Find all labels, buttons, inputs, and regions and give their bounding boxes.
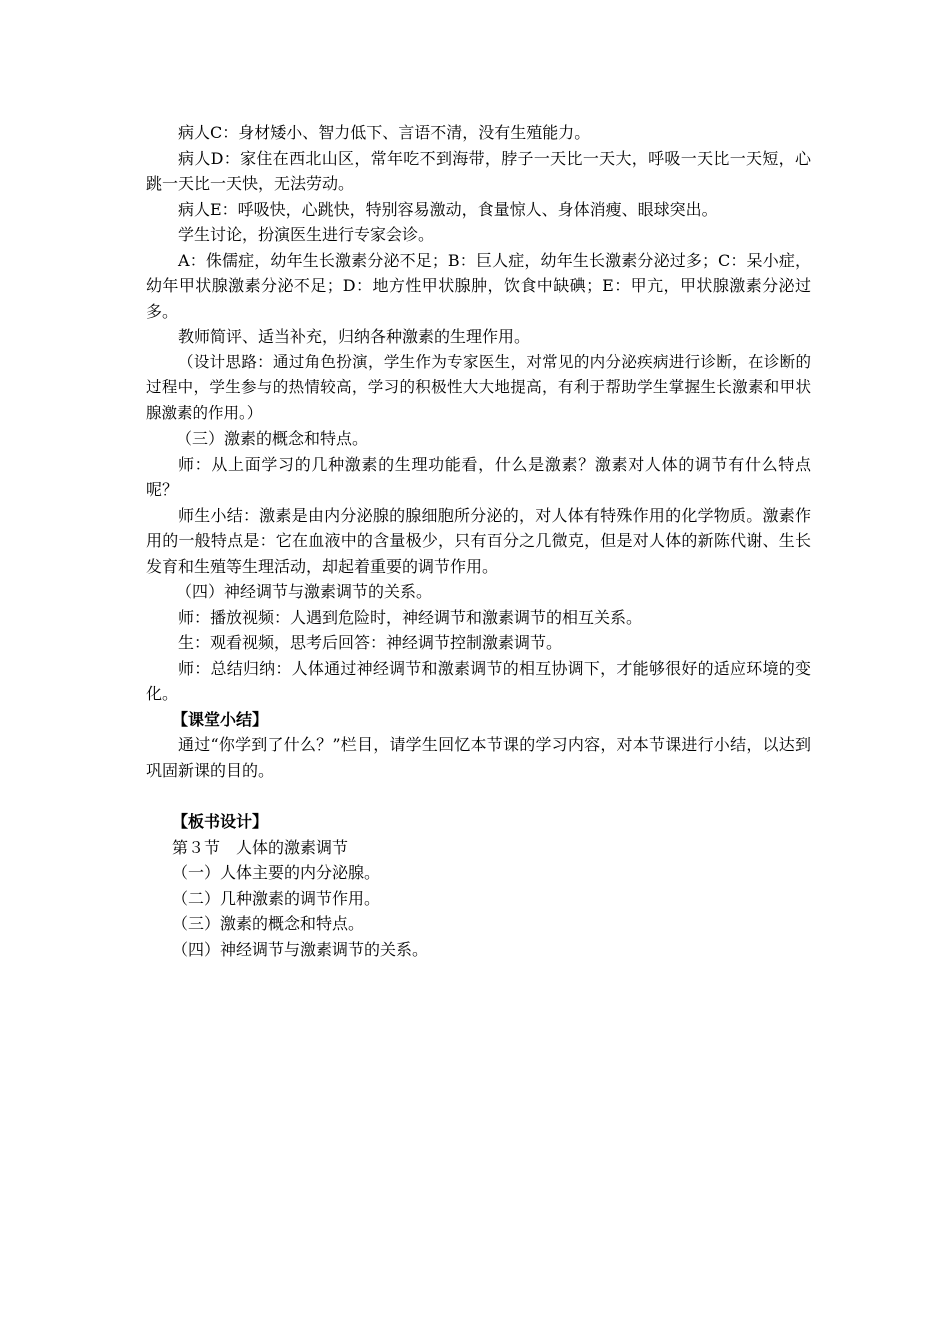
board-line-2: （二）几种激素的调节作用。	[172, 888, 381, 908]
paragraph-teacher-review: 教师简评、适当补充，归纳各种激素的生理作用。	[178, 327, 531, 346]
design-note: （设计思路：通过角色扮演，学生作为专家医生，对常见的内分泌疾病进行诊断，在诊断的过程中，学生参与的热情较高，学习的积极性大大地提高，有利于帮助学生掌握生长激素和甲状腺激素的作用。）	[146, 352, 811, 422]
section4-student-answer: 生：观看视频，思考后回答：神经调节控制激素调节。	[178, 633, 563, 652]
section4-title: （四）神经调节与激素调节的关系。	[176, 582, 433, 601]
section4-teacher-summary: 师：总结归纳：人体通过神经调节和激素调节的相互协调下，才能够很好的适应环境的变化。	[146, 658, 811, 703]
paragraph-patient-e: 病人E：呼吸快，心跳快，特别容易激动，食量惊人、身体消瘦、眼球突出。	[178, 199, 718, 219]
section3-title: （三）激素的概念和特点。	[176, 429, 369, 448]
section3-summary: 师生小结：激素是由内分泌腺的腺细胞所分泌的，对人体有特殊作用的化学物质。激素作用的一般特点是：它在血液中的含量极少，只有百分之几微克，但是对人体的新陈代谢、生长发育和生殖等生理活动，却起着重要的调节作用。	[146, 505, 811, 576]
board-line-1: （一）人体主要的内分泌腺。	[172, 863, 381, 882]
board-line-3: （三）激素的概念和特点。	[172, 914, 365, 933]
section3-teacher-question: 师：从上面学习的几种激素的生理功能看，什么是激素？激素对人体的调节有什么特点呢？	[146, 454, 811, 499]
class-summary-text: 通过“你学到了什么？”栏目，请学生回忆本节课的学习内容，对本节课进行小结，以达到巩固新课的目的。	[146, 735, 811, 780]
paragraph-student-discussion: 学生讨论，扮演医生进行专家会诊。	[178, 225, 435, 244]
board-design	[146, 809, 811, 962]
board-line-4: （四）神经调节与激素调节的关系。	[172, 939, 429, 959]
paragraph-patient-c: 病人C：身材矮小、智力低下、言语不清，没有生殖能力。	[178, 123, 591, 142]
paragraph-diagnosis-answers: A：侏儒症，幼年生长激素分泌不足；B：巨人症，幼年生长激素分泌过多；C：呆小症，幼年甲状腺激素分泌不足；D：地方性甲状腺肿，饮食中缺碘；E：甲亢，甲状腺激素分泌过多。	[146, 250, 811, 321]
section-spacer	[146, 783, 811, 809]
class-summary-heading: 【课堂小结】	[172, 709, 269, 729]
section4-teacher-video: 师：播放视频：人遇到危险时，神经调节和激素调节的相互关系。	[178, 607, 643, 627]
board-design-heading: 【板书设计】	[172, 812, 269, 831]
board-line-title: 第３节 人体的激素调节	[172, 837, 349, 857]
paragraph-patient-d: 病人D：家住在西北山区，常年吃不到海带，脖子一天比一天大，呼吸一天比一天短，心跳一天比一天快，无法劳动。	[146, 148, 811, 193]
document-page	[146, 120, 811, 962]
